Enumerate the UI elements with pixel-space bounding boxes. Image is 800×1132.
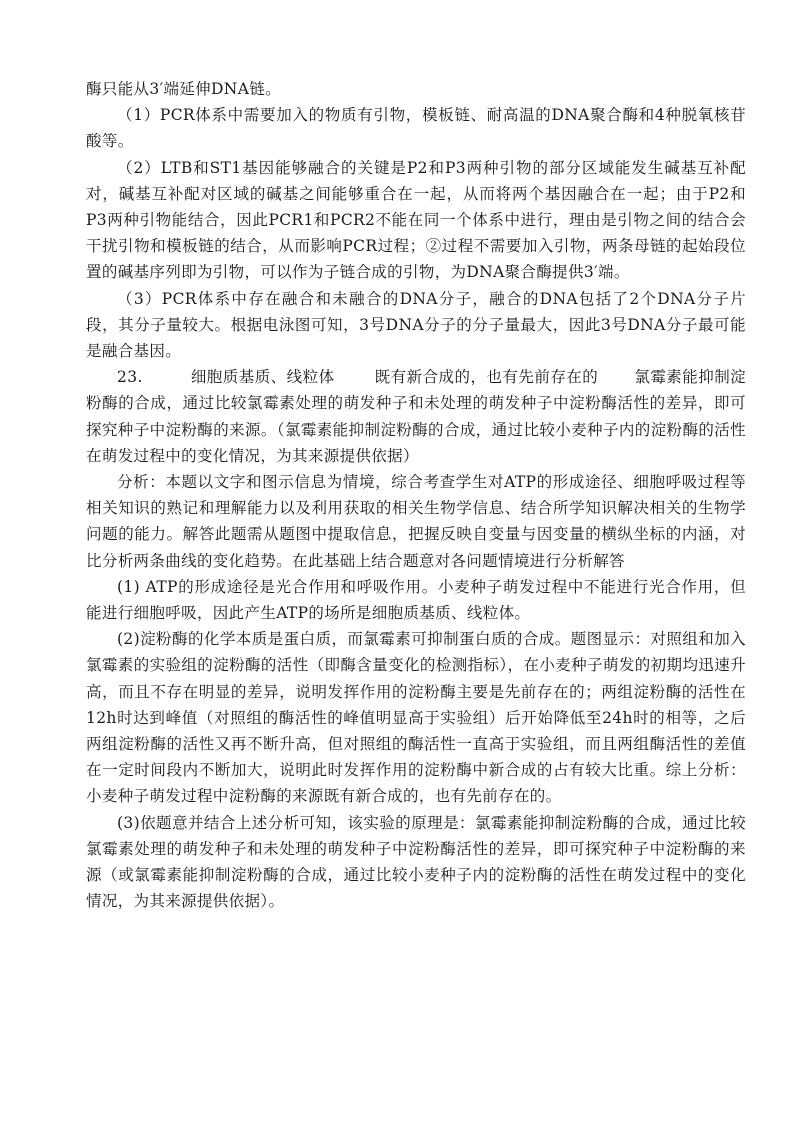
question-23-answers xyxy=(86,364,746,469)
paragraph-pcr-answer-1: （1）PCR体系中需要加入的物质有引物，模板链、耐高温的DNA聚合酶和4种脱氧核苷酸等。 xyxy=(86,106,746,151)
paragraph-continuation: 酶只能从3′端延伸DNA链。 xyxy=(86,80,281,98)
paragraph-pcr-answer-3: （3）PCR体系中存在融合和未融合的DNA分子，融合的DNA包括了2个DNA分子片段，其分子量较大。根据电泳图可知，3号DNA分子的分子量最大，因此3号DNA分子最可能是融合基因。 xyxy=(86,289,746,361)
answer-3: 氯霉素能抑制淀粉酶的合成，通过比较氯霉素处理的萌发种子和未处理的萌发种子中淀粉酶活性的差异，即可探究种子中淀粉酶的来源。（氯霉素能抑制淀粉酶的合成，通过比较小麦种子内的淀粉酶的活性在萌发过程中的变化情况，为其来源提供依据） xyxy=(86,368,747,465)
paragraph-pcr-answer-2: （2）LTB和ST1基因能够融合的关键是P2和P3两种引物的部分区域能发生碱基互补配对，碱基互补配对区域的碱基之间能够重合在一起，从而将两个基因融合在一起；由于P2和P3两种引物能结合，因此PCR1和PCR2不能在同一个体系中进行，理由是引物之间的结合会干扰引物和模板链的结合，从而影响PCR过程；②过程不需要加入引物，两条母链的起始段位置的碱基序列即为引物，可以作为子链合成的引物，为DNA聚合酶提供3′端。 xyxy=(86,158,746,282)
answer-2: 既有新合成的，也有先前存在的 xyxy=(374,368,599,387)
question-number: 23. xyxy=(117,368,143,387)
paragraph-analysis-2: (2)淀粉酶的化学本质是蛋白质，而氯霉素可抑制蛋白质的合成。题图显示：对照组和加入氯霉素的实验组的淀粉酶的活性（即酶含量变化的检测指标），在小麦种子萌发的初期均迅速升高，而且不存在明显的差异，说明发挥作用的淀粉酶主要是先前存在的；两组淀粉酶的活性在12h时达到峰值（对照组的酶活性的峰值明显高于实验组）后开始降低至24h时的相等，之后两组淀粉酶的活性又再不断升高，但对照组的酶活性一直高于实验组，而且两组酶活性的差值在一定时间段内不断加大，说明此时发挥作用的淀粉酶中新合成的占有较大比重。综上分析：小麦种子萌发过程中淀粉酶的来源既有新合成的，也有先前存在的。 xyxy=(86,630,746,806)
answer-1: 细胞质基质、线粒体 xyxy=(190,368,335,387)
answer-text-block xyxy=(86,76,746,915)
paragraph-analysis: 分析：本题以文字和图示信息为情境，综合考查学生对ATP的形成途径、细胞呼吸过程等相关知识的熟记和理解能力以及利用获取的相关生物学信息、结合所学知识解决相关的生物学问题的能力。解答此题需从题图中提取信息，把握反映自变量与因变量的横纵坐标的内涵，对比分析两条曲线的变化趋势。在此基础上结合题意对各问题情境进行分析解答 xyxy=(86,473,746,570)
paragraph-analysis-3: (3)依题意并结合上述分析可知，该实验的原理是：氯霉素能抑制淀粉酶的合成，通过比较氯霉素处理的萌发种子和未处理的萌发种子中淀粉酶活性的差异，即可探究种子中淀粉酶的来源（或氯霉素能抑制淀粉酶的合成，通过比较小麦种子内的淀粉酶的活性在萌发过程中的变化情况，为其来源提供依据）。 xyxy=(86,813,746,911)
paragraph-analysis-1: (1) ATP的形成途径是光合作用和呼吸作用。小麦种子萌发过程中不能进行光合作用，但能进行细胞呼吸，因此产生ATP的场所是细胞质基质、线粒体。 xyxy=(86,577,746,623)
